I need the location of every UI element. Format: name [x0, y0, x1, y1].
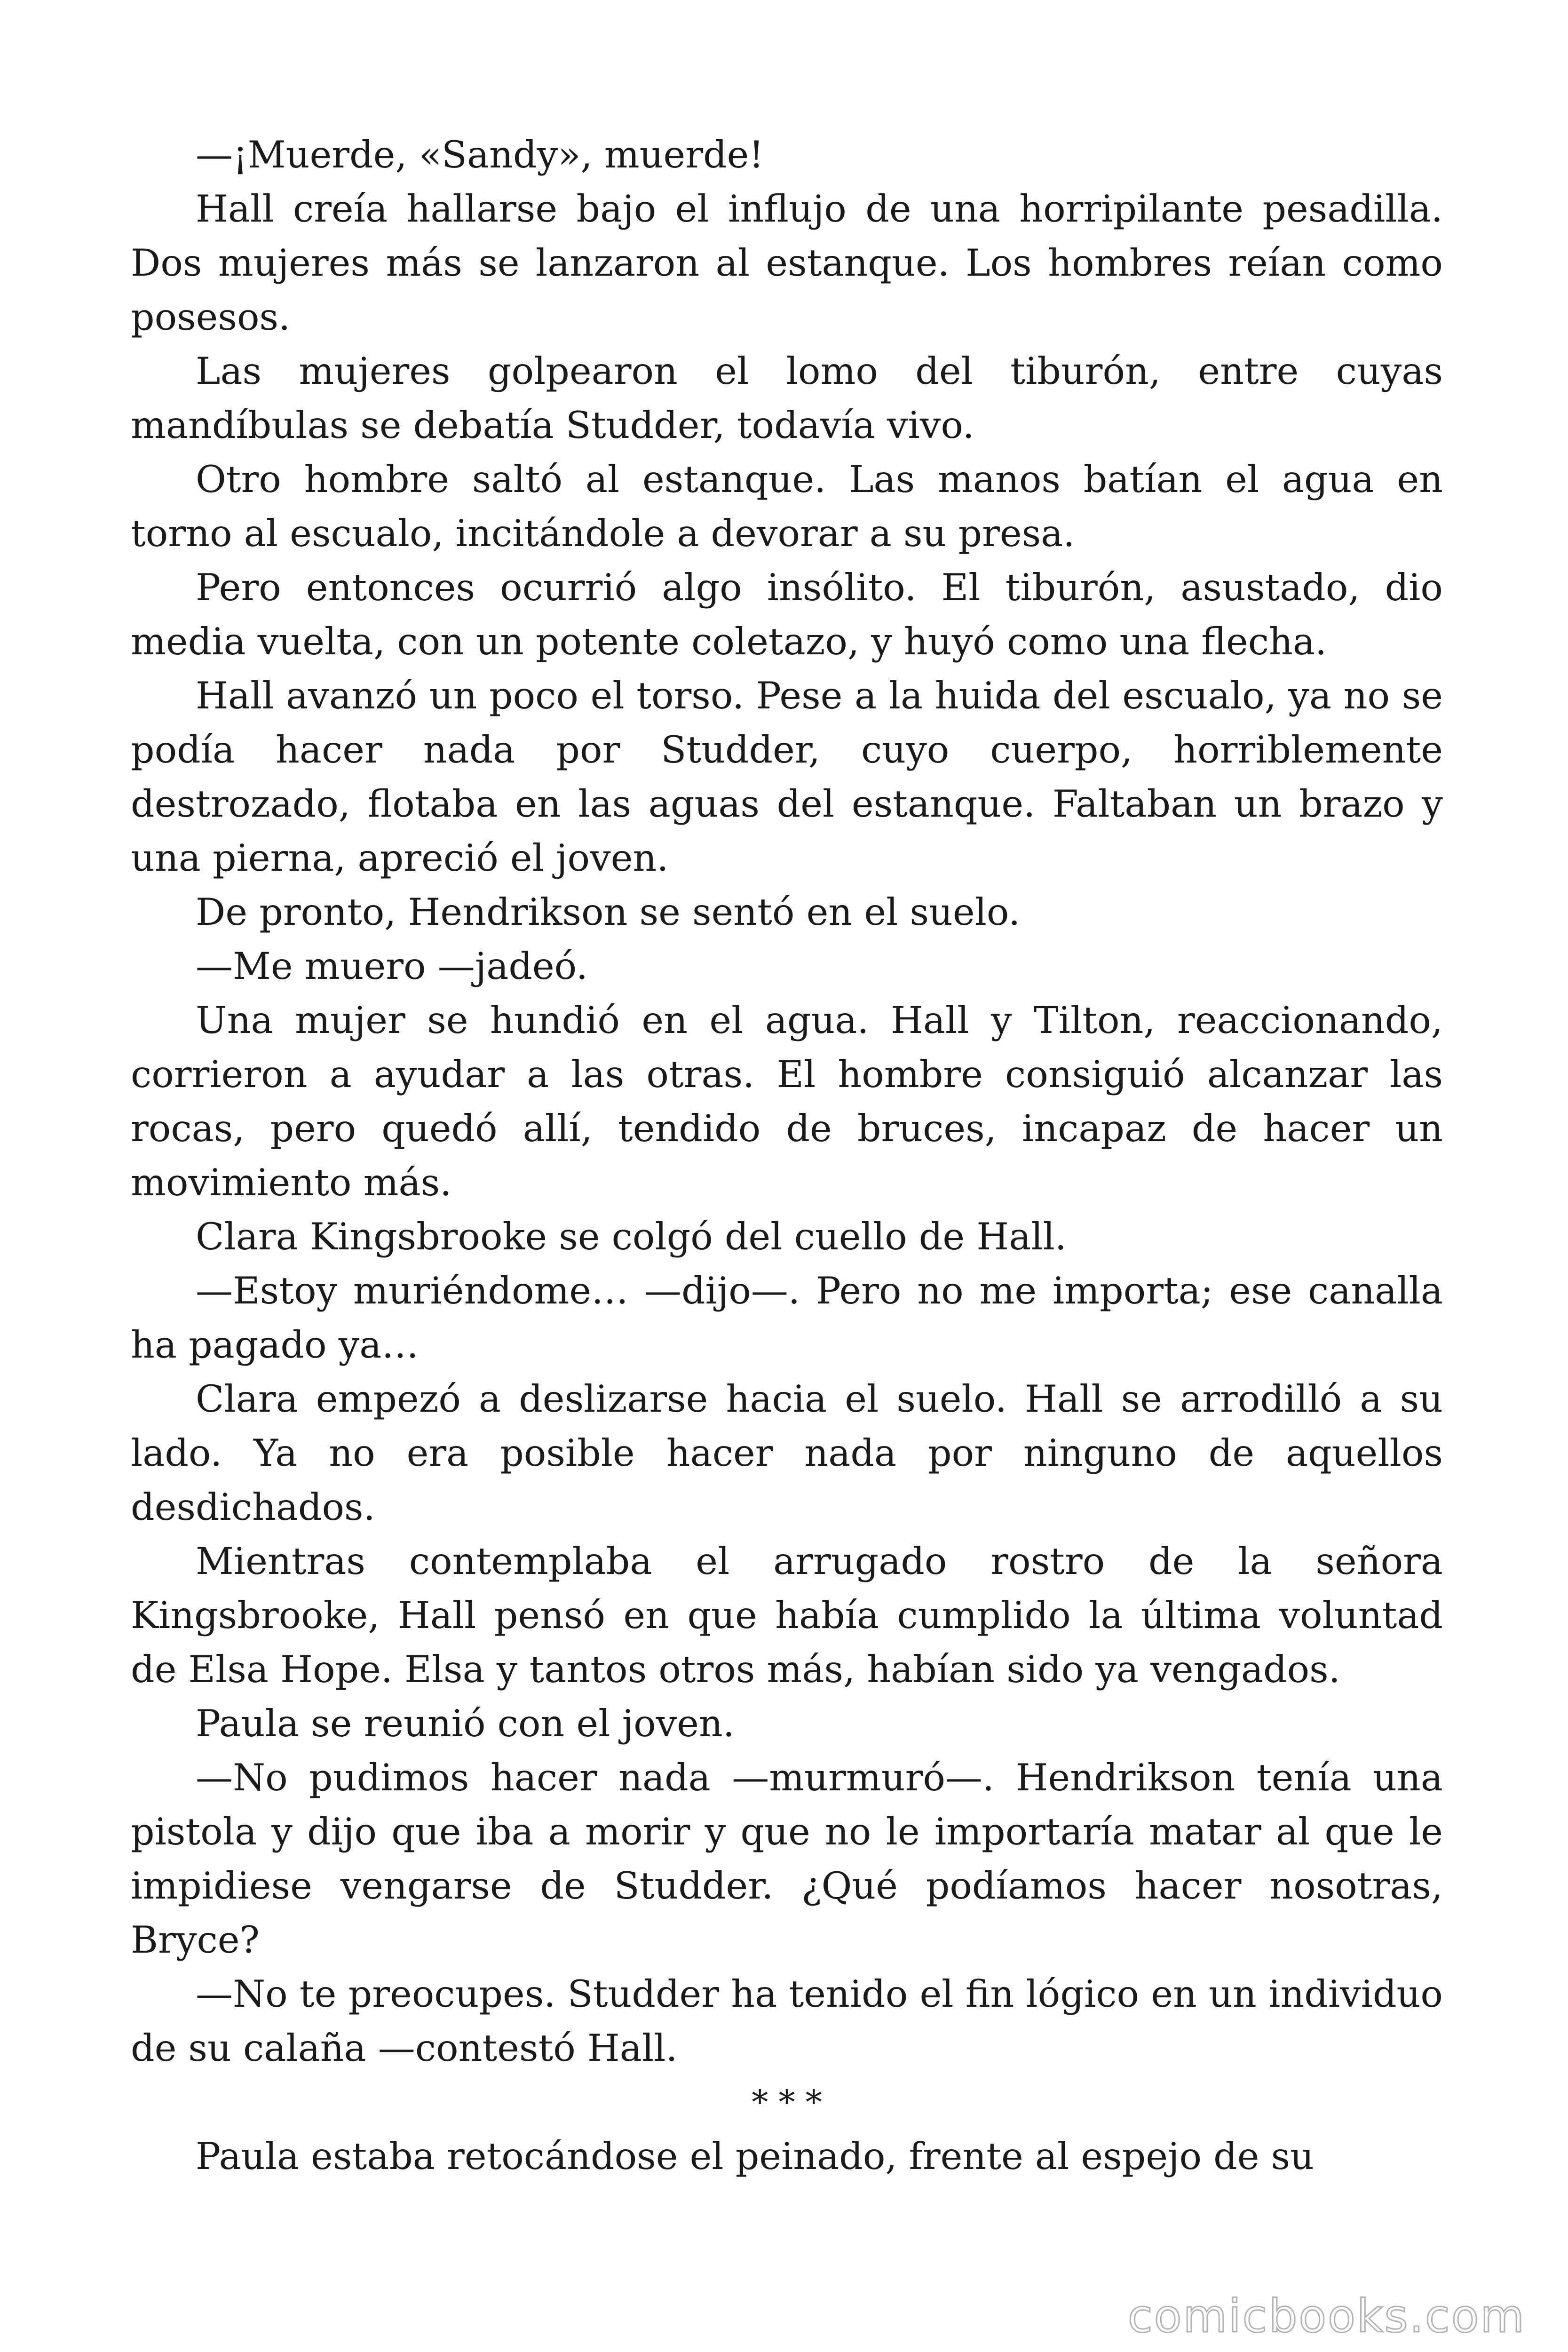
- watermark: comicbooks.com: [1127, 2290, 1526, 2343]
- paragraph: —¡Muerde, «Sandy», muerde!: [196, 133, 764, 176]
- paragraph: De pronto, Hendrikson se sentó en el suelo.: [196, 890, 1021, 934]
- paragraph: Una mujer se hundió en el agua. Hall y Tilton, reaccionando, corrieron a ayudar a las otras. El hombre consiguió alcanzar las rocas, pero quedó allí, tendido de bruces, incapaz de hacer un movimiento más.: [131, 999, 1443, 1204]
- paragraph: Mientras contemplaba el arrugado rostro de la señora Kingsbrooke, Hall pensó en que había cumplido la última voluntad de Elsa Hope. Elsa y tantos otros más, habían sido ya vengados.: [131, 1540, 1443, 1691]
- paragraph: Pero entonces ocurrió algo insólito. El tiburón, asustado, dio media vuelta, con un potente coletazo, y huyó como una flecha.: [131, 566, 1443, 663]
- paragraph: —No te preocupes. Studder ha tenido el fin lógico en un individuo de su calaña —contestó Hall.: [131, 1972, 1443, 2070]
- paragraph: Otro hombre saltó al estanque. Las manos batían el agua en torno al escualo, incitándole a devorar a su presa.: [131, 458, 1443, 555]
- paragraph: Clara empezó a deslizarse hacia el suelo. Hall se arrodilló a su lado. Ya no era posible hacer nada por ninguno de aquellos desdichados.: [131, 1377, 1443, 1529]
- paragraph: Clara Kingsbrooke se colgó del cuello de Hall.: [196, 1215, 1067, 1258]
- closing-paragraph: Paula estaba retocándose el peinado, frente al espejo de su: [196, 2135, 1314, 2178]
- paragraph: —Estoy muriéndome… —dijo—. Pero no me importa; ese canalla ha pagado ya…: [131, 1269, 1443, 1367]
- paragraph: —Me muero —jadeó.: [196, 945, 588, 988]
- paragraph: Hall creía hallarse bajo el influjo de una horripilante pesadilla. Dos mujeres más se lanzaron al estanque. Los hombres reían como posesos.: [131, 187, 1443, 339]
- paragraph: Hall avanzó un poco el torso. Pese a la huida del escualo, ya no se podía hacer nada por Studder, cuyo cuerpo, horriblemente destrozado, flotaba en las aguas del estanque. Faltaban un brazo y una pierna, apreció el joven.: [131, 674, 1443, 880]
- paragraph: —No pudimos hacer nada —murmuró—. Hendrikson tenía una pistola y dijo que iba a morir y que no le importaría matar al que le impidiese vengarse de Studder. ¿Qué podíamos hacer nosotras, Bryce?: [131, 1756, 1443, 1962]
- section-separator: * * *: [752, 2083, 822, 2122]
- page-body: [131, 128, 1443, 2184]
- paragraph: Paula se reunió con el joven.: [196, 1702, 735, 1745]
- paragraph: Las mujeres golpearon el lomo del tiburón, entre cuyas mandíbulas se debatía Studder, todavía vivo.: [131, 350, 1443, 447]
